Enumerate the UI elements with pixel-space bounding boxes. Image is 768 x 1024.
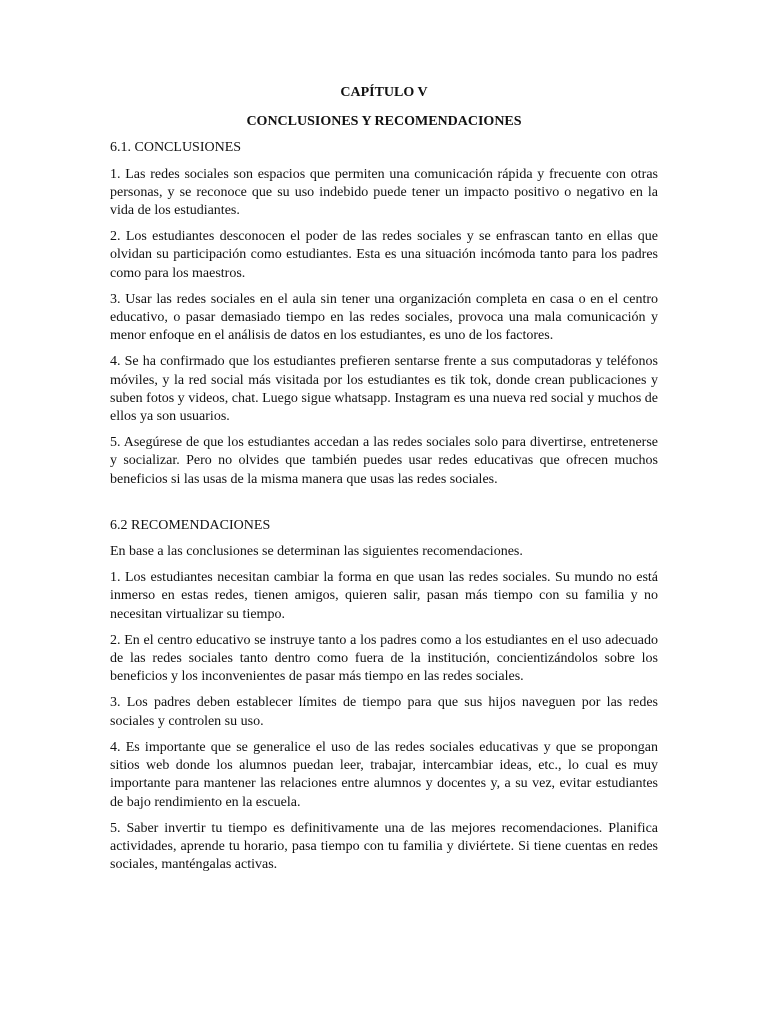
conclusions-heading: 6.1. CONCLUSIONES	[110, 140, 242, 156]
page-title: CONCLUSIONES Y RECOMENDACIONES	[246, 114, 522, 130]
document-page	[110, 84, 658, 882]
recommendations-heading: 6.2 RECOMENDACIONES	[110, 517, 271, 533]
conclusion-item-5: 5. Asegúrese de que los estudiantes accedan a las redes sociales solo para divertirse, entretenerse y socializar. Pero no olvides que también puedes usar redes educativas que ofrecen muchos beneficios si las usas de la misma manera que usas las redes sociales.	[110, 435, 658, 487]
conclusion-item-4: 4. Se ha confirmado que los estudiantes prefieren sentarse frente a sus computadoras y teléfonos móviles, y la red social más visitada por los estudiantes es tik tok, donde crean publicaciones y suben fotos y videos, chat. Luego sigue whatsapp. Instagram es una nueva red social y muchos de ellos ya son usuarios.	[110, 354, 658, 425]
chapter-title: CAPÍTULO V	[340, 85, 428, 100]
recommendations-intro: En base a las conclusiones se determinan las siguientes recomendaciones.	[110, 544, 523, 560]
recommendation-item-3: 3. Los padres deben establecer límites de tiempo para que sus hijos naveguen por las redes sociales y controlen su uso.	[110, 695, 658, 729]
section-spacer	[110, 497, 658, 517]
conclusion-item-3: 3. Usar las redes sociales en el aula sin tener una organización completa en casa o en el centro educativo, o pasar demasiado tiempo en las redes sociales, provoca una mala comunicación y menor enfoque en el análisis de datos en los estudiantes, es uno de los factores.	[110, 291, 658, 344]
recommendation-item-1: 1. Los estudiantes necesitan cambiar la forma en que usan las redes sociales. Su mundo no está inmerso en estas redes, tienen amigos, quieren salir, pasan más tiempo con su familia y no necesitan virtualizar su tiempo.	[110, 570, 658, 622]
recommendation-item-2: 2. En el centro educativo se instruye tanto a los padres como a los estudiantes en el uso adecuado de las redes sociales tanto dentro como fuera de la institución, concientizándolos sobre los beneficios y los inconvenientes de pasar más tiempo en las redes sociales.	[110, 632, 658, 685]
conclusion-item-2: 2. Los estudiantes desconocen el poder de las redes sociales y se enfrascan tanto en ellas que olvidan su participación como estudiantes. Esta es una situación incómoda tanto para los padres como para los maestros.	[110, 229, 658, 281]
recommendation-item-5: 5. Saber invertir tu tiempo es definitivamente una de las mejores recomendaciones. Planifica actividades, aprende tu horario, pasa tiempo con tu familia y diviértete. Si tiene cuentas en redes sociales, manténgalas activas.	[110, 820, 658, 873]
recommendation-item-4: 4. Es importante que se generalice el uso de las redes sociales educativas y que se propongan sitios web donde los alumnos puedan leer, trabajar, intercambiar ideas, etc., lo cual es muy importante para mantener las relaciones entre alumnos y docentes y, a su vez, evitar estudiantes de bajo rendimiento en la escuela.	[110, 739, 658, 810]
conclusion-item-1: 1. Las redes sociales son espacios que permiten una comunicación rápida y frecuente con otras personas, y se reconoce que su uso indebido puede tener un impacto positivo o negativo en la vida de los estudiantes.	[110, 166, 658, 219]
